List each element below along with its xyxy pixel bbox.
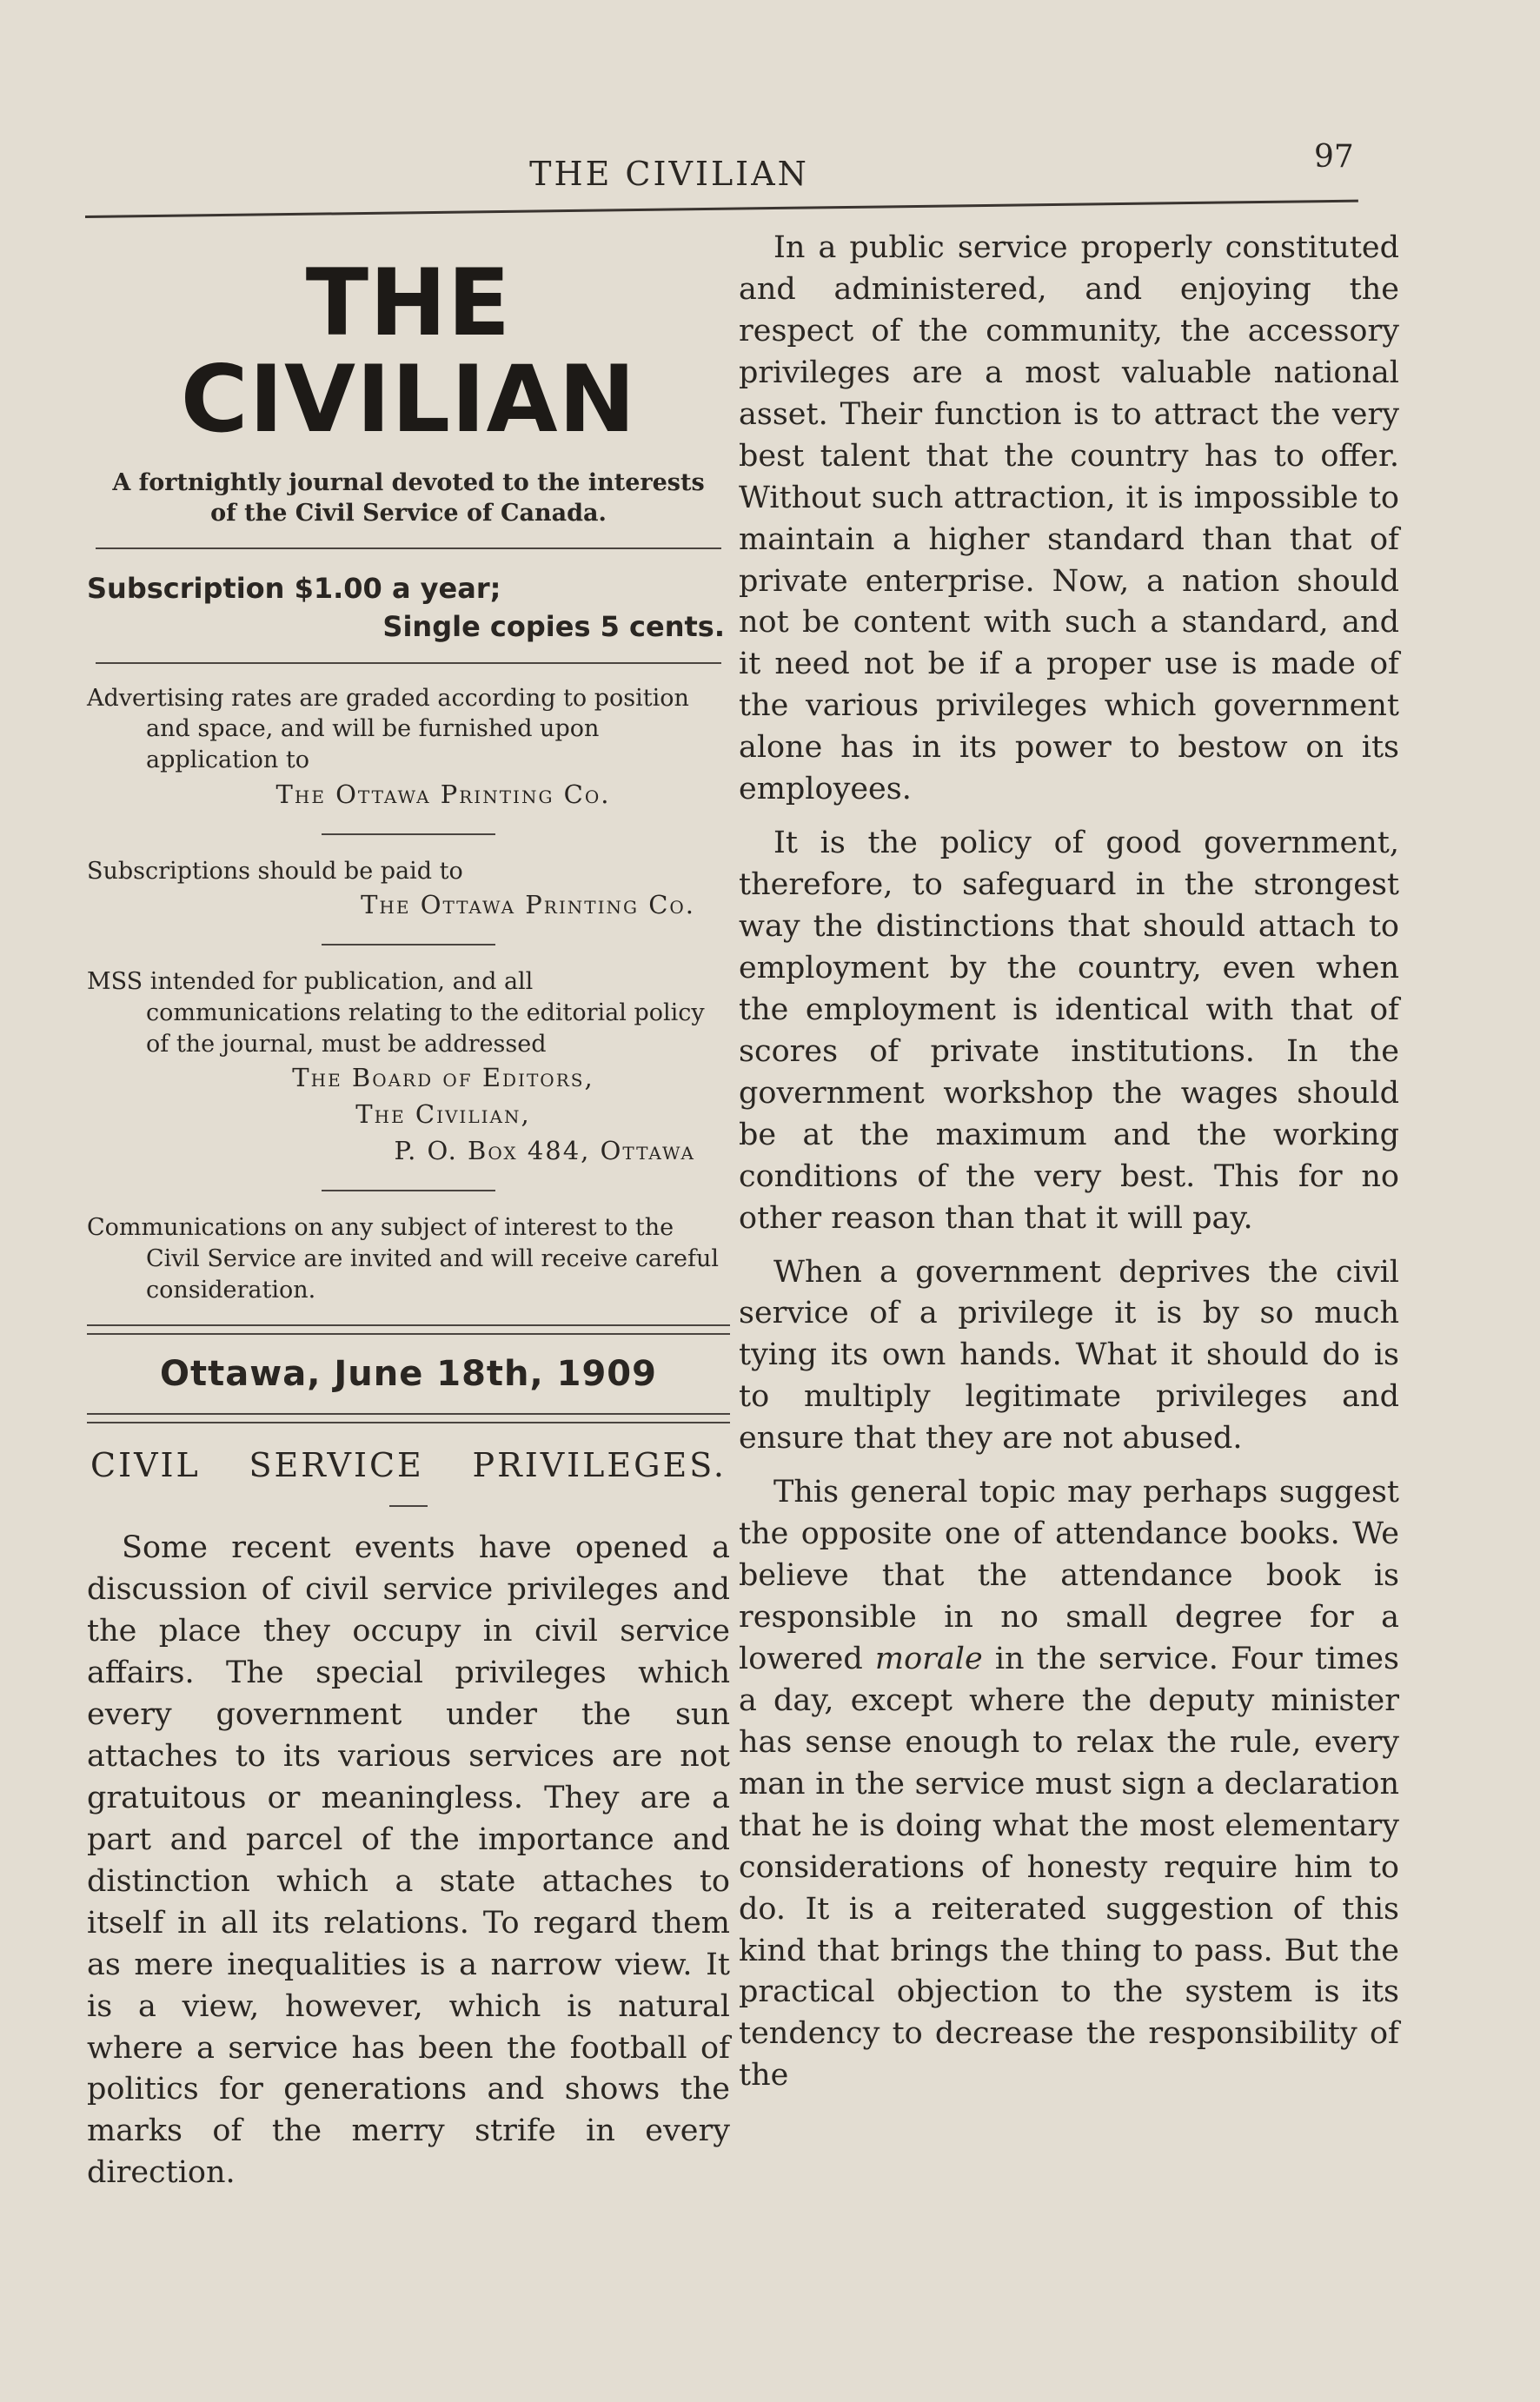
issue-date: Ottawa, June 18th, 1909 bbox=[160, 1354, 657, 1395]
article-paragraph: In a public service properly constituted and administered, and enjoying the respect of the community, the accessory privileges are a most valuable national asset. Their function is to attract the very best talent that the country has to offer. Without such attraction, it is impossible to maintain a higher standard than that of private enterprise. Now, a nation should not be content with such a standard, and it need not be if a proper use is made of the various privileges which government alone has in its power to bestow on its employees. bbox=[739, 230, 1399, 807]
divider bbox=[96, 662, 721, 664]
article-text: in the service. Four times a day, except where the deputy minister has sense enough to relax the rule, every man in the service must sign a declaration that he is doing what the most elementary considerations of honesty require him to do. It is a reiterated suggestion of this kind that brings the thing to pass. But the practical objection to the system is its tendency to decrease the responsibility of the bbox=[739, 1641, 1399, 2093]
article-paragraph: Some recent events have opened a discussion of civil service privileges and the place they occupy in civil service affairs. The special privileges which every government under the sun attaches to its various services are not gratuitous or meaningless. They are a part and parcel of the importance and distinction which a state attaches to itself in all its relations. To regard them as mere inequalities is a narrow view. It is a view, however, which is natural where a service has been the football of politics for generations and shows the marks of the merry strife in every direction. bbox=[87, 1530, 730, 2191]
article-body-left bbox=[87, 1528, 730, 2194]
double-divider bbox=[87, 1413, 730, 1423]
editors-address-line: The Civilian, bbox=[355, 1099, 531, 1130]
article-body-right bbox=[739, 228, 1399, 2097]
advertising-contact: The Ottawa Printing Co. bbox=[275, 779, 611, 809]
divider bbox=[322, 833, 495, 835]
article-paragraph: When a government deprives the civil service of a privilege it is by so much tying its own hands. What it should do is to multiply legitimate privileges and ensure that they are not abused. bbox=[739, 1254, 1399, 1456]
double-divider bbox=[87, 1324, 730, 1335]
page-number: 97 bbox=[1314, 139, 1354, 175]
masthead-tagline: A fortnightly journal devoted to the interests of the Civil Service of Canada. bbox=[112, 468, 705, 527]
advertising-note: Advertising rates are graded according to position and space, and will be furnished upon application to bbox=[87, 684, 689, 774]
right-column bbox=[739, 228, 1399, 2109]
divider bbox=[322, 1190, 495, 1191]
article-text: This general topic may perhaps suggest the opposite one of attendance books. We believe that the attendance book is responsible in no small degree for a lowered bbox=[739, 1475, 1399, 1676]
divider bbox=[322, 944, 495, 946]
divider bbox=[96, 547, 721, 549]
subscription-price: Subscription $1.00 a year; bbox=[87, 571, 501, 605]
editors-address-line: P. O. Box 484, Ottawa bbox=[394, 1136, 695, 1166]
divider bbox=[389, 1505, 428, 1507]
subscriptions-note: Subscriptions should be paid to bbox=[87, 857, 463, 885]
left-column bbox=[87, 248, 730, 2205]
header-rule bbox=[85, 200, 1358, 218]
running-head: THE CIVILIAN bbox=[529, 155, 809, 193]
article-title: CIVIL SERVICE PRIVILEGES. bbox=[90, 1446, 727, 1485]
subscriptions-contact: The Ottawa Printing Co. bbox=[361, 890, 695, 920]
mss-note: MSS intended for publication, and all communications relating to the editorial policy of the journal, must be addressed bbox=[87, 968, 705, 1058]
article-paragraph bbox=[739, 1472, 1399, 2097]
masthead-title: THE CIVILIAN bbox=[180, 249, 637, 454]
article-paragraph: It is the policy of good government, therefore, to safeguard in the strongest way the distinctions that should attach to employment by the country, even when the employment is identical with that of scores of private institutions. In the government workshop the wages should be at the maximum and the working conditions of the very best. This for no other reason than that it will pay. bbox=[739, 826, 1399, 1236]
editors-address-line: The Board of Editors, bbox=[292, 1063, 594, 1093]
single-copy-price: Single copies 5 cents. bbox=[382, 609, 725, 643]
communications-note: Communications on any subject of interest to the Civil Service are invited and will receive careful consideration. bbox=[87, 1214, 720, 1304]
article-emphasis: morale bbox=[874, 1641, 983, 1676]
